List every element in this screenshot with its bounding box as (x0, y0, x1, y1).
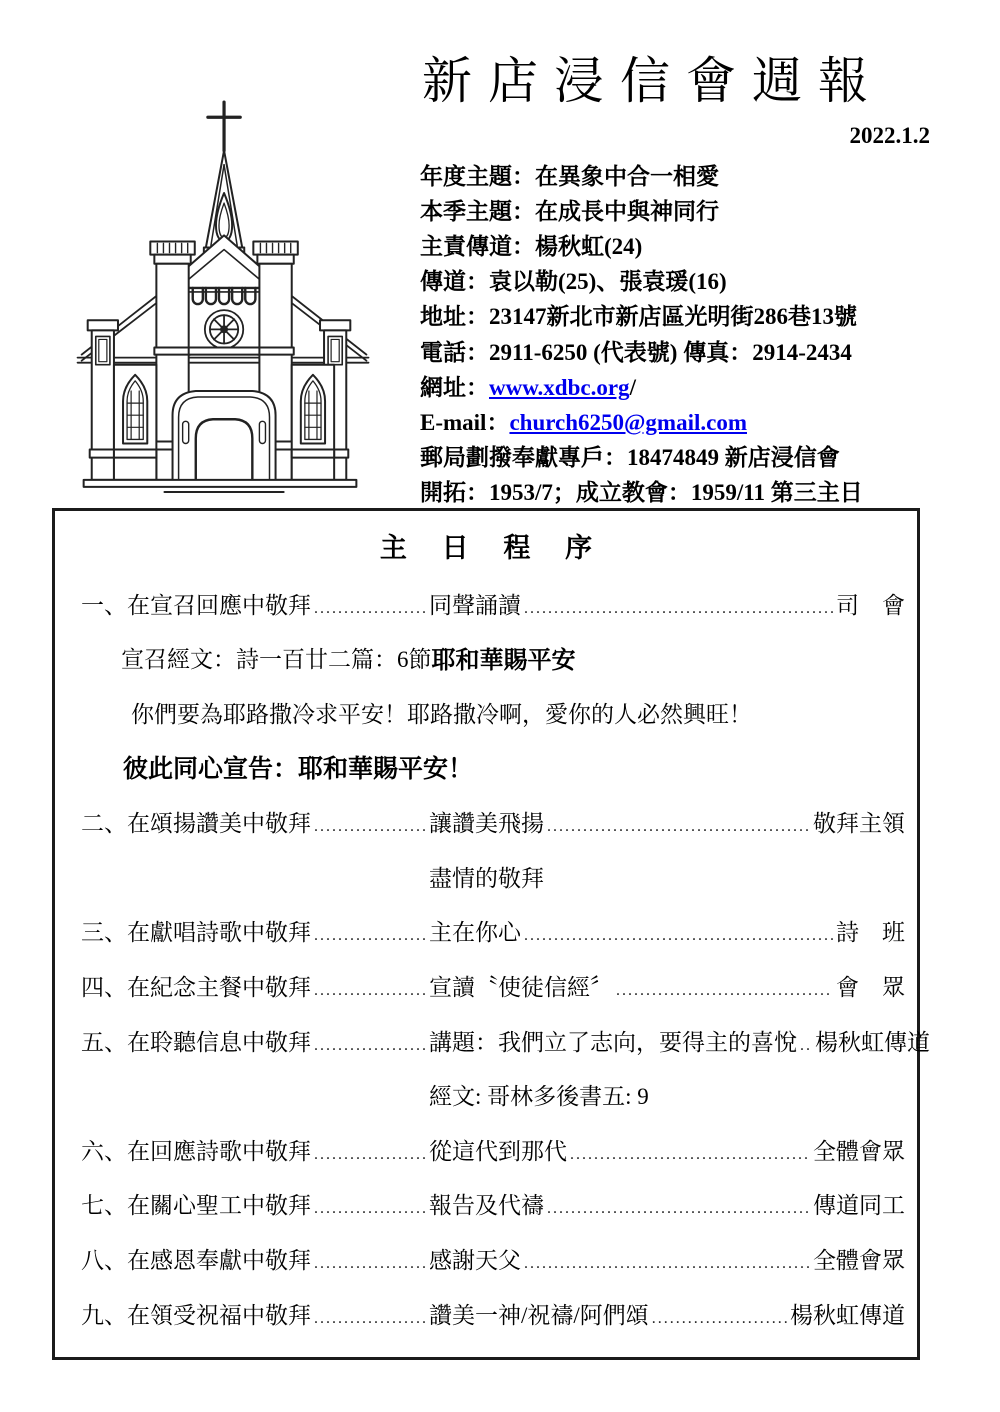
email-label: E-mail： (420, 409, 510, 435)
founding-info: 開拓：1953/7；成立教會：1959/11 第三主日 (420, 480, 863, 506)
head-pastor: 主責傳道：楊秋虹(24) (420, 233, 643, 259)
item-content: 講題：我們立了志向，要得主的喜悅 (429, 1029, 797, 1055)
season-theme: 本季主題：在成長中與神同行 (420, 198, 719, 224)
website-line (420, 370, 932, 405)
dot-leader (314, 1303, 426, 1329)
service-item-6 (81, 1122, 905, 1177)
sermon-scripture: 經文: 哥林多後書五: 9 (429, 1084, 649, 1110)
rose-window (205, 310, 243, 348)
dot-leader (524, 593, 833, 619)
scripture-highlight: 耶和華賜平安 (431, 648, 576, 675)
door (196, 419, 253, 480)
facade-band (189, 348, 260, 355)
postal-account: 郵局劃撥奉獻專戶：18474849 新店浸信會 (420, 445, 840, 471)
left-wing (114, 365, 156, 480)
dot-leader (314, 811, 426, 837)
service-order-box (52, 508, 930, 1360)
website-label: 網址： (420, 374, 489, 400)
dot-leader (524, 920, 833, 946)
item-content: 同聲誦讀 (429, 592, 521, 618)
dot-leader (314, 1248, 426, 1274)
pastors: 傳道：袁以勒(25)、張袁瑗(16) (420, 269, 727, 295)
service-item-9 (81, 1286, 905, 1341)
item-role: 司 會 (836, 592, 905, 618)
church-info (420, 159, 932, 511)
item-role: 詩 班 (836, 920, 905, 946)
church-illustration (66, 94, 372, 494)
item-content: 報告及代禱 (429, 1193, 544, 1219)
service-item-8 (81, 1231, 905, 1286)
item-label: 八、在感恩奉獻中敬拜 (81, 1247, 311, 1273)
item-content: 感謝天父 (429, 1247, 521, 1273)
email-line (420, 405, 932, 440)
item-role: 傳道同工 (813, 1193, 905, 1219)
dot-leader (570, 1139, 810, 1165)
dot-leader (547, 1193, 810, 1219)
website-link[interactable]: www.xdbc.org (489, 374, 630, 400)
annual-theme: 年度主題：在異象中合一相愛 (420, 163, 719, 189)
song-subtitle: 盡情的敬拜 (429, 865, 544, 891)
entrance-porch (173, 391, 276, 480)
item-label: 五、在聆聽信息中敬拜 (81, 1029, 311, 1055)
dot-leader (314, 593, 426, 619)
dot-leader (524, 1248, 810, 1274)
cross-icon (208, 102, 240, 150)
item-content: 宣讀〝使徒信經〞 (429, 974, 613, 1000)
email-link[interactable]: church6250@gmail.com (509, 409, 747, 435)
dot-leader (800, 1030, 812, 1056)
service-item-5 (81, 1013, 930, 1068)
service-item-4 (81, 958, 905, 1013)
item-role: 楊秋虹傳道 (815, 1029, 930, 1055)
phone-fax: 電話：2911-6250 (代表號) 傳真：2914-2434 (420, 339, 852, 365)
scripture-quote: 你們要為耶路撒冷求平安！耶路撒冷啊，愛你的人必然興旺！ (131, 701, 752, 727)
masthead (420, 36, 932, 511)
dot-leader (314, 1030, 426, 1056)
declaration-line: 彼此同心宣告：耶和華賜平安！ (123, 756, 474, 784)
item-content: 讓讚美飛揚 (429, 811, 544, 837)
item-content: 從這代到那代 (429, 1138, 567, 1164)
item-label: 四、在紀念主餐中敬拜 (81, 974, 311, 1000)
right-wing (292, 365, 334, 480)
item-label: 三、在獻唱詩歌中敬拜 (81, 920, 311, 946)
item-role: 會 眾 (836, 974, 905, 1000)
service-item-3 (81, 904, 905, 959)
item-label: 九、在領受祝福中敬拜 (81, 1302, 311, 1328)
item-label: 六、在回應詩歌中敬拜 (81, 1138, 311, 1164)
website-suffix: / (629, 374, 636, 400)
dot-leader (616, 975, 833, 1001)
service-item-2 (81, 794, 905, 849)
dot-leader (547, 811, 810, 837)
call-scripture-note: 宣召經文：詩一百廿二篇：6節 耶和華賜平安 (81, 631, 905, 686)
base-steps (84, 480, 357, 492)
item-role: 全體會眾 (813, 1247, 905, 1273)
item-label: 一、在宣召回應中敬拜 (81, 592, 311, 618)
item-content: 讚美一神/祝禱/阿們頌 (429, 1302, 649, 1328)
item-label: 二、在頌揚讚美中敬拜 (81, 811, 311, 837)
dot-leader (314, 975, 426, 1001)
service-order-title: 主 日 程 序 (379, 533, 607, 563)
dot-leader (652, 1303, 787, 1329)
issue-date: 2022.1.2 (849, 122, 930, 148)
item-content: 主在你心 (429, 920, 521, 946)
dot-leader (314, 1193, 426, 1219)
dot-leader (314, 920, 426, 946)
address: 地址：23147新北市新店區光明街286巷13號 (420, 304, 857, 330)
service-item-7 (81, 1177, 905, 1232)
service-item-1 (81, 576, 905, 631)
dot-leader (314, 1139, 426, 1165)
item-role: 楊秋虹傳道 (790, 1302, 905, 1328)
item-role: 敬拜主領 (813, 811, 905, 837)
item-label: 七、在關心聖工中敬拜 (81, 1193, 311, 1219)
item-role: 全體會眾 (813, 1138, 905, 1164)
page-title: 新店浸信會週報 (422, 53, 884, 109)
